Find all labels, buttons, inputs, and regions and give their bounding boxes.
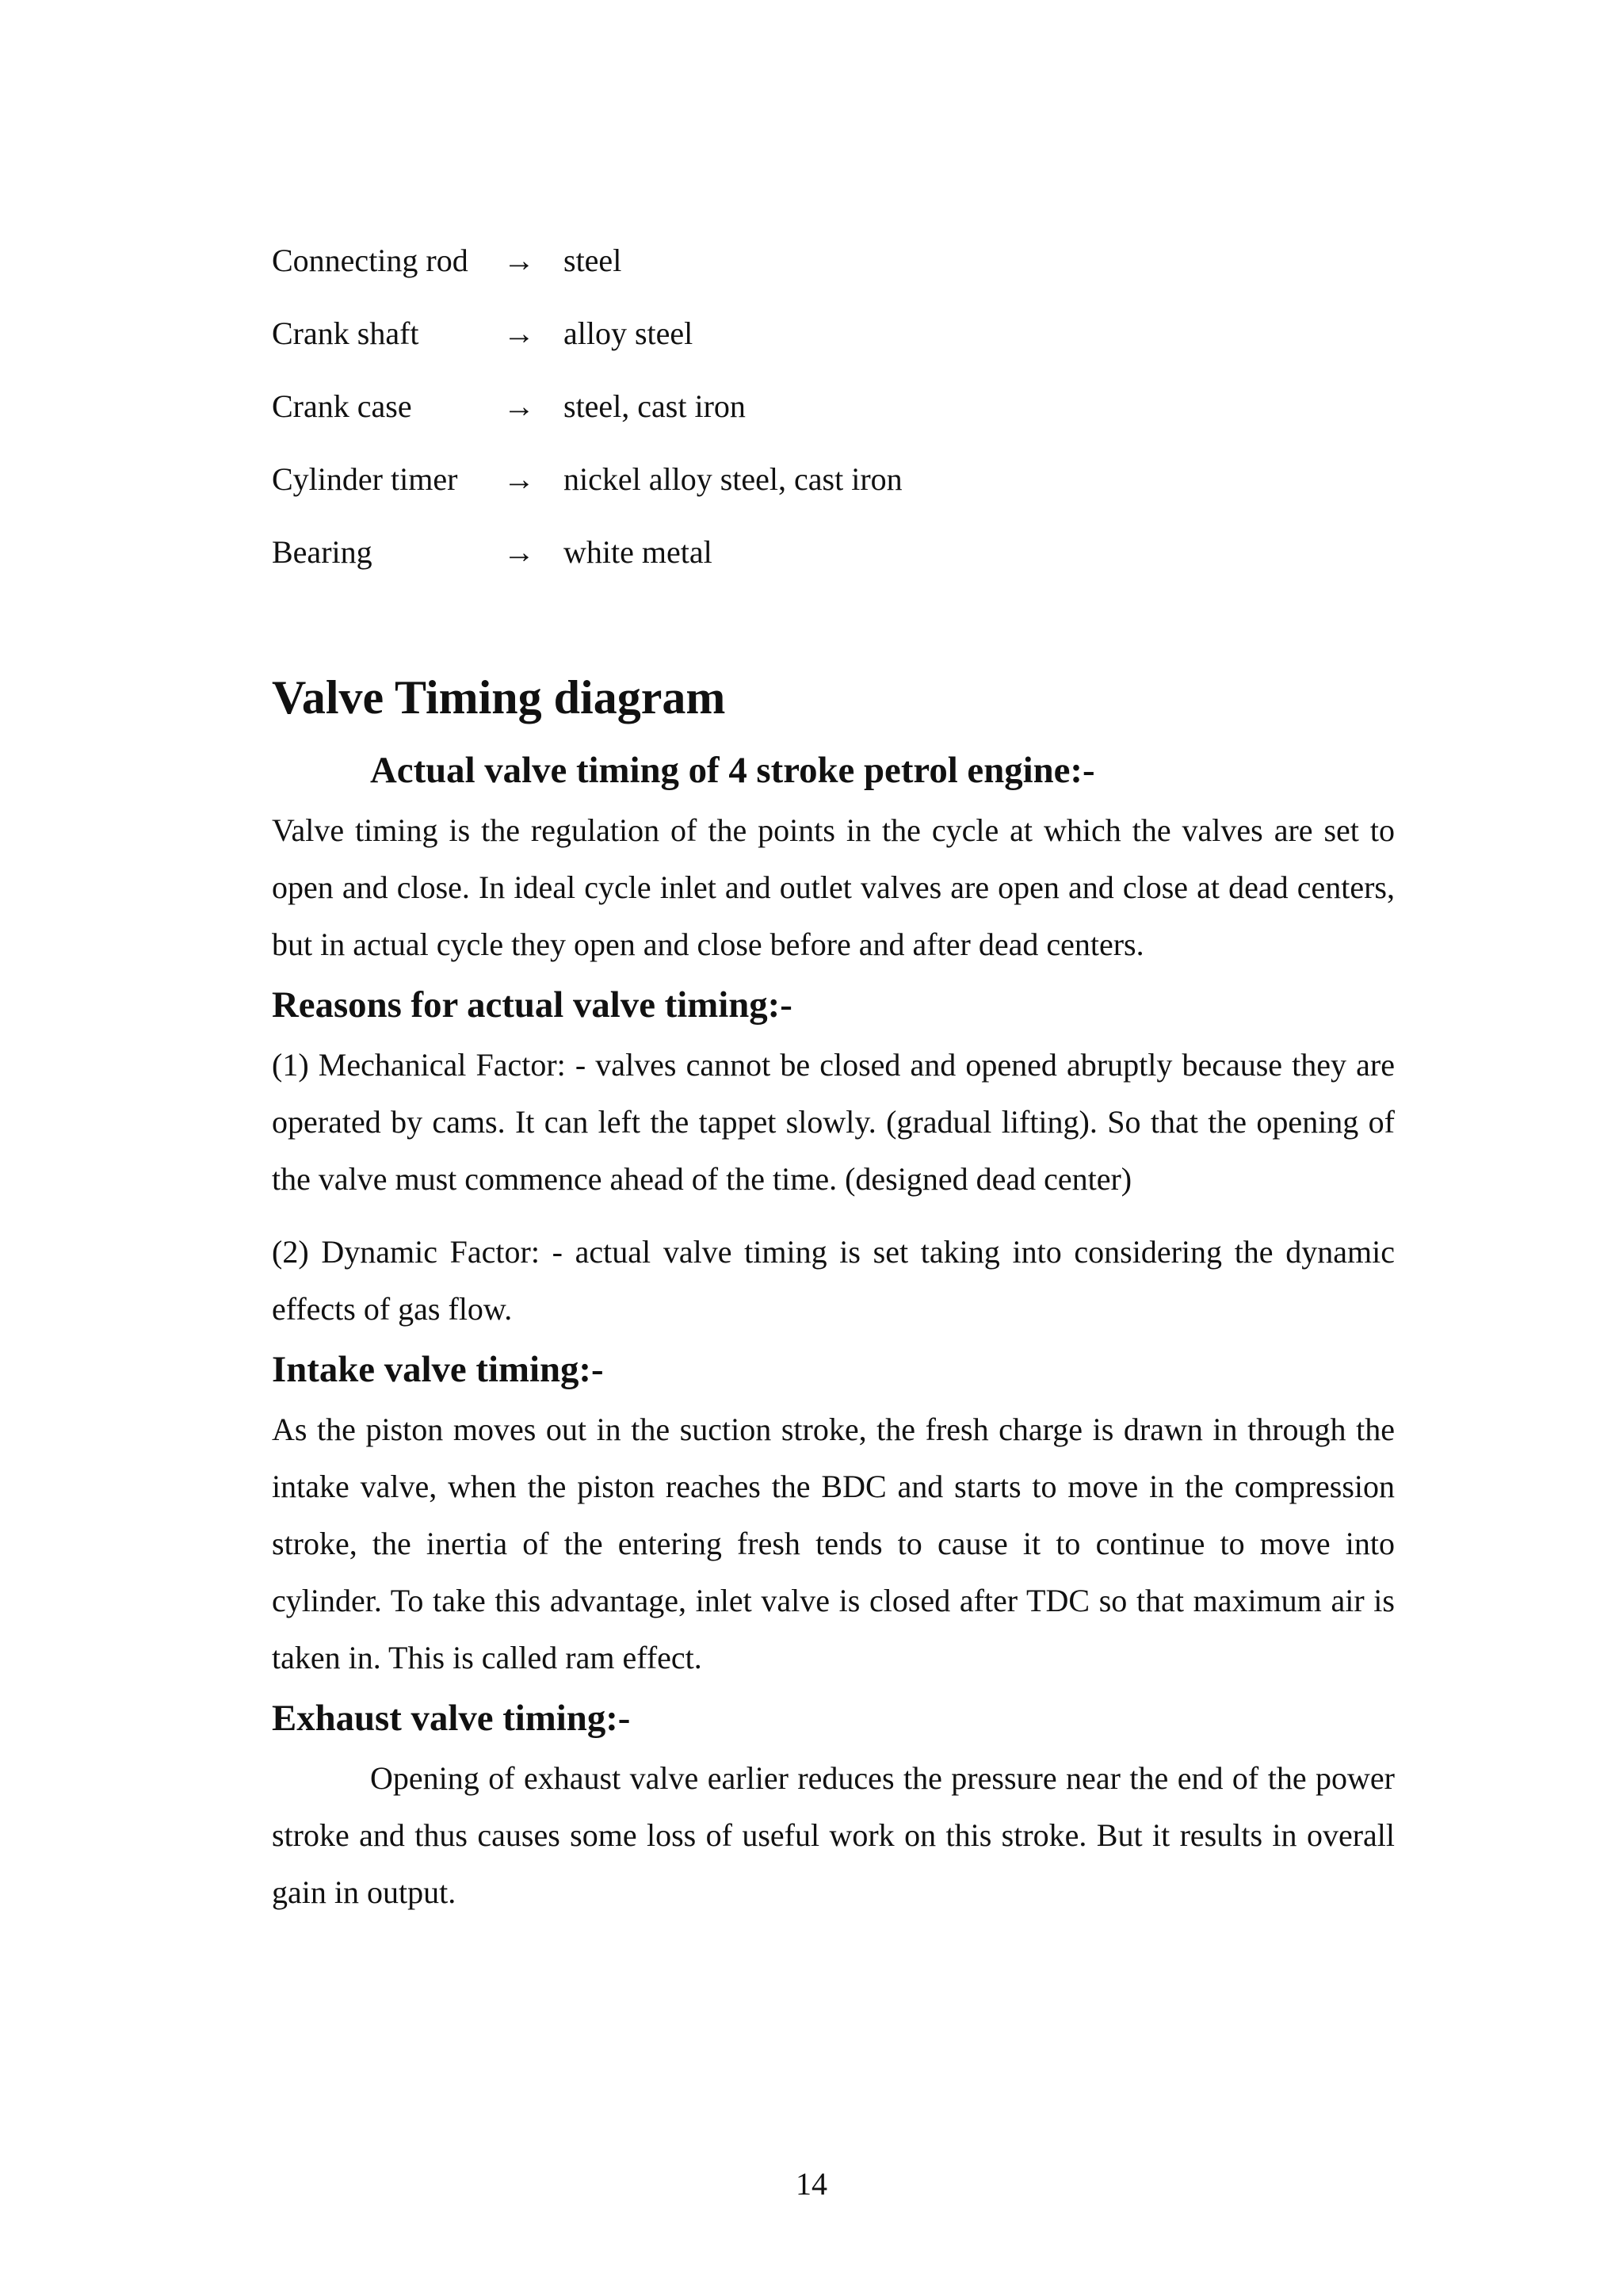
right-arrow-icon: → [503, 315, 535, 351]
material-name: nickel alloy steel, cast iron [563, 460, 903, 497]
exhaust-paragraph: Opening of exhaust valve earlier reduces the pressure near the end of the power stroke and thus causes some loss of useful work on this stroke. But it results in overall gain in output. [272, 1760, 1395, 1910]
right-arrow-icon: → [503, 533, 535, 570]
page-number: 14 [796, 2166, 827, 2202]
right-arrow-icon: → [503, 388, 535, 424]
right-arrow-icon: → [503, 460, 535, 497]
right-arrow-icon: → [503, 242, 535, 278]
page-content [272, 223, 1395, 1921]
material-name: steel, cast iron [563, 388, 746, 424]
reason-mechanical: (1) Mechanical Factor: - valves cannot be closed and opened abruptly because they are operated by cams. It can left the tappet slowly. (gradual lifting). So that the opening of the valve must commence ahead of the time. (designed dead center) [272, 1047, 1395, 1197]
intro-paragraph: Valve timing is the regulation of the points in the cycle at which the valves are set to open and close. In ideal cycle inlet and outlet valves are open and close at dead centers, but in actual cycle they open and close before and after dead centers. [272, 812, 1395, 962]
reason-dynamic: (2) Dynamic Factor: - actual valve timing is set taking into considering the dynamic effects of gas flow. [272, 1234, 1395, 1327]
part-name: Connecting rod [272, 242, 468, 278]
material-row [272, 223, 1395, 296]
exhaust-heading: Exhaust valve timing:- [272, 1698, 631, 1739]
part-name: Crank shaft [272, 315, 419, 351]
materials-list [272, 223, 1395, 588]
material-name: steel [563, 242, 622, 278]
part-name: Bearing [272, 533, 372, 570]
intake-heading: Intake valve timing:- [272, 1349, 604, 1390]
reasons-heading: Reasons for actual valve timing:- [272, 984, 792, 1026]
section-title: Valve Timing diagram [272, 671, 726, 724]
intake-paragraph: As the piston moves out in the suction stroke, the fresh charge is drawn in through the intake valve, when the piston reaches the BDC and starts to move in the compression stroke, the inertia of the entering fresh tends to cause it to continue to move into cylinder. To take this advantage, inlet valve is closed after TDC so that maximum air is taken in. This is called ram effect. [272, 1412, 1395, 1675]
part-name: Cylinder timer [272, 460, 458, 497]
subtitle: Actual valve timing of 4 stroke petrol engine:- [370, 750, 1095, 791]
material-name: white metal [563, 533, 712, 570]
material-name: alloy steel [563, 315, 693, 351]
material-row [272, 442, 1395, 515]
material-row [272, 369, 1395, 442]
material-row [272, 296, 1395, 369]
material-row [272, 515, 1395, 588]
part-name: Crank case [272, 388, 412, 424]
